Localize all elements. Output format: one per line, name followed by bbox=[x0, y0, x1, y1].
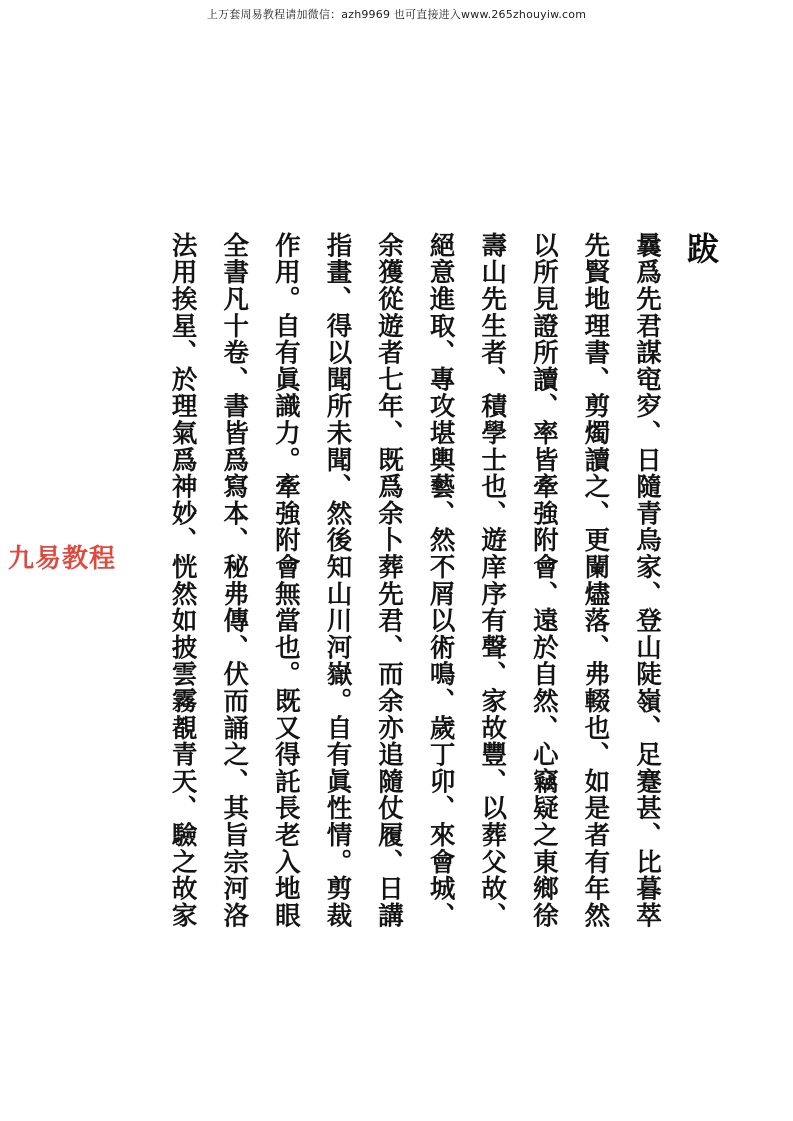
page-header-banner: 上万套周易教程请加微信：azh9969 也可直接进入www.265zhouyiw.com bbox=[206, 8, 587, 21]
vertical-text-block bbox=[143, 232, 720, 972]
text-column: 以所見證所讀、率皆牽強附會、遠於自然、心竊疑之東鄉徐 bbox=[528, 232, 559, 929]
text-column: 全書凡十卷、書皆爲寫本、秘弗傳、伏而誦之、其旨宗河洛 bbox=[219, 232, 250, 929]
text-column: 先賢地理書、剪燭讀之、更闌燼落、弗輟也、如是者有年然 bbox=[580, 232, 611, 929]
page-title: 跋 bbox=[682, 232, 720, 264]
text-column: 壽山先生者、積學士也、遊庠序有聲、家故豐、以葬父故、 bbox=[477, 232, 508, 929]
text-column: 絕意進取、專攻堪輿藝、然不屑以術鳴、歲丁卯、來會城、 bbox=[425, 232, 456, 929]
text-column: 指畫、得以聞所未聞、然後知山川河嶽。自有眞性情。剪裁 bbox=[322, 232, 353, 929]
text-column: 作用。自有眞識力。牽強附會無當也。既又得託長老入地眼 bbox=[270, 232, 301, 929]
text-column: 法用挨星、於理氣爲神妙、恍然如披雲霧覩青天、驗之故家 bbox=[167, 232, 198, 929]
text-column: 余獲從遊者七年、既爲余卜葬先君、而余亦追隨仗履、日講 bbox=[374, 232, 405, 929]
text-column: 曩爲先君謀窀穸、日隨青烏家、登山陡嶺、足蹇甚、比暮萃 bbox=[632, 232, 662, 929]
watermark-logo: 九易教程 bbox=[8, 544, 117, 574]
